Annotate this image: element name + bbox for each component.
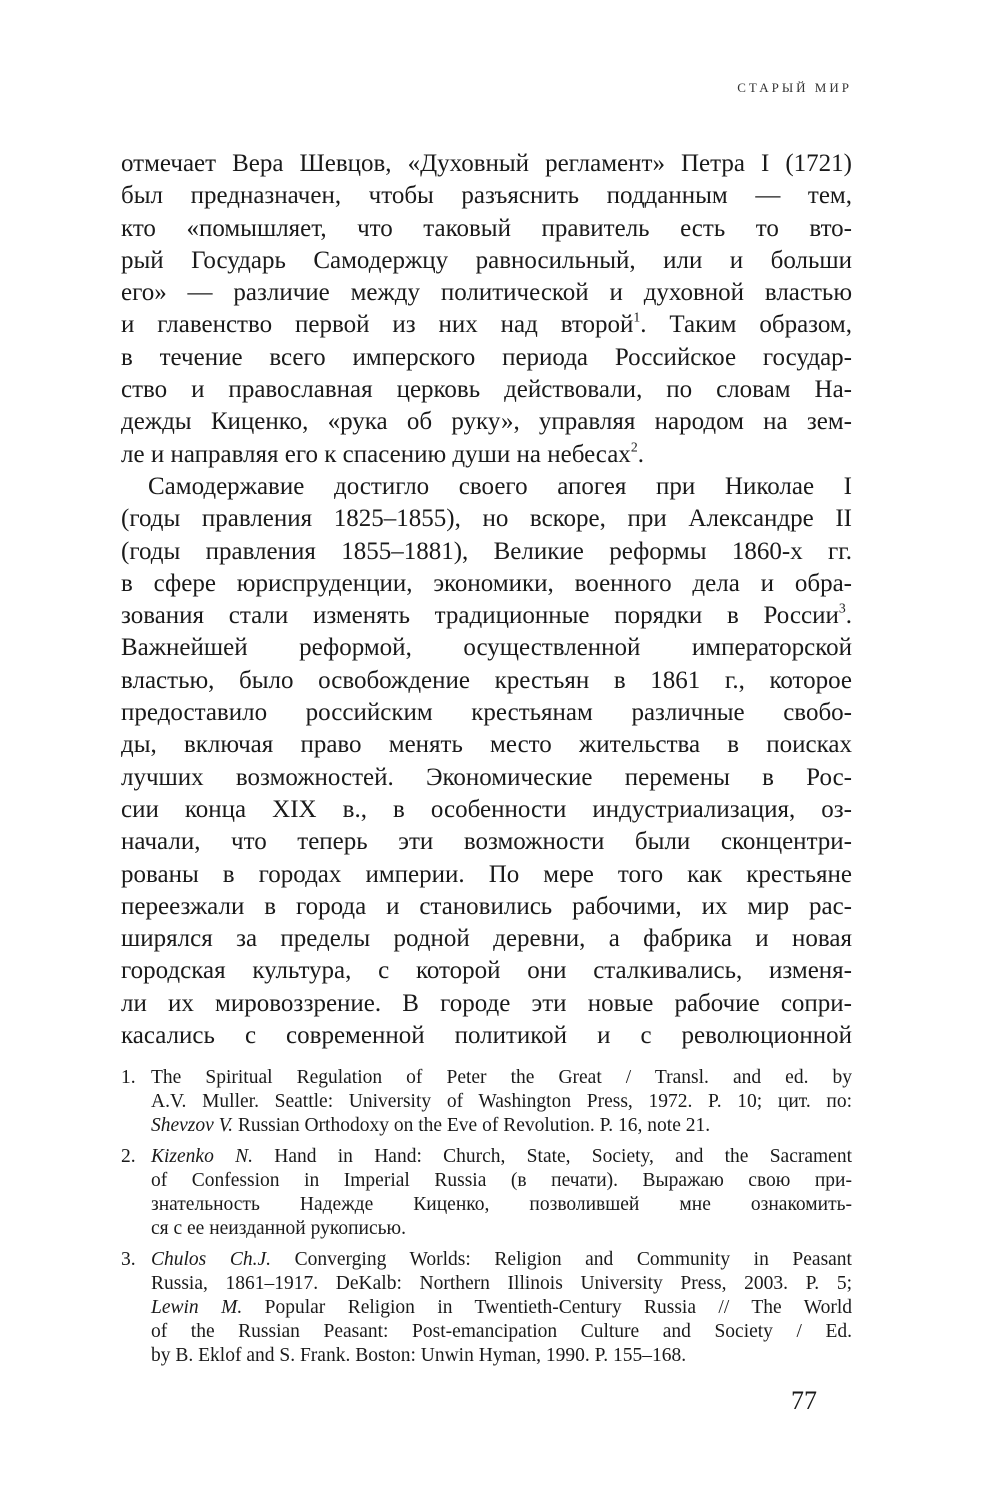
text-segment: зования стали изменять традиционные порядки в России	[121, 602, 839, 630]
footnote-line	[151, 1296, 852, 1320]
footnote-ref[interactable]: 2	[630, 439, 638, 455]
author-name: Lewin M.	[151, 1297, 243, 1318]
main-text	[121, 148, 852, 1052]
text-segment: . Таким образом,	[640, 311, 852, 339]
footnote-text: Popular Religion in Twentieth-Century Russia // The World	[242, 1297, 852, 1318]
text-line: переезжали в города и становились рабочими, их мир рас-	[121, 892, 852, 920]
text-line: в течение всего имперского периода Российское государ-	[121, 343, 852, 371]
footnote-line: A.V. Muller. Seattle: University of Washington Press, 1972. P. 10; цит. по:	[151, 1091, 852, 1112]
footnote-line: The Spiritual Regulation of Peter the Great / Transl. and ed. by	[151, 1067, 852, 1088]
text-line: ширялся за пределы родной деревни, а фабрика и новая	[121, 925, 852, 953]
footnote-3	[121, 1248, 852, 1368]
footnote-number: 3.	[121, 1249, 136, 1270]
footnote-text: Converging Worlds: Religion and Community in Peasant	[271, 1249, 852, 1270]
text-line: рый Государь Самодержцу равносильный, или и больши	[121, 246, 852, 274]
text-line: предоставило российским крестьянам различные свобо-	[121, 699, 852, 727]
text-line: городская культура, с которой они сталкивались, изменя-	[121, 957, 852, 985]
footnote-line: знательность Надежде Киценко, позволившей мне ознакомить-	[151, 1194, 852, 1215]
footnote-text: Hand in Hand: Church, State, Society, and the Sacrament	[252, 1146, 852, 1167]
footnote-number: 2.	[121, 1146, 136, 1167]
text-line: Важнейшей реформой, осуществленной императорской	[121, 634, 852, 662]
text-line: Самодержавие достигло своего апогея при Николае I	[148, 472, 852, 500]
text-line: начали, что теперь эти возможности были сконцентри-	[121, 828, 852, 856]
text-line: властью, было освобождение крестьян в 1861 г., которое	[121, 666, 852, 694]
text-segment: .	[845, 602, 852, 630]
footnote-line: of the Russian Peasant: Post-emancipation Culture and Society / Ed.	[151, 1321, 852, 1342]
text-line: касались с современной политикой и с революционной	[121, 1022, 852, 1050]
footnotes	[121, 1066, 852, 1375]
footnote-line: Russia, 1861–1917. DeKalb: Northern Illinois University Press, 2003. P. 5;	[151, 1273, 852, 1294]
footnote-line	[151, 1145, 852, 1169]
text-segment: ле и направляя его к спасению души на небесах	[121, 440, 631, 468]
footnote-text: Russian Orthodoxy on the Eve of Revolution. P. 16, note 21.	[232, 1115, 711, 1136]
author-name: Chulos Ch.J.	[151, 1249, 272, 1270]
text-segment: и главенство первой из них над второй	[121, 311, 634, 339]
text-line: его» — различие между политической и духовной властью	[121, 279, 852, 307]
footnote-line: by B. Eklof and S. Frank. Boston: Unwin Hyman, 1990. P. 155–168.	[151, 1345, 687, 1366]
text-line: ды, включая право менять место жительства в поисках	[121, 731, 852, 759]
footnote-line	[151, 1248, 852, 1272]
text-line	[121, 439, 852, 471]
text-line: дежды Киценко, «рука об руку», управляя народом на зем-	[121, 408, 852, 436]
footnote-2	[121, 1145, 852, 1241]
text-line: ли их мировоззрение. В городе эти новые рабочие сопри-	[121, 989, 852, 1017]
text-line: сии конца XIX в., в особенности индустриализация, оз-	[121, 795, 852, 823]
text-line: кто «помышляет, что таковый правитель есть то вто-	[121, 214, 852, 242]
text-line: рованы в городах империи. По мере того как крестьяне	[121, 860, 852, 888]
author-name: Kizenko N.	[151, 1146, 253, 1167]
footnote-line: ся с ее неизданной рукописью.	[151, 1218, 406, 1239]
paragraph-1	[121, 148, 852, 471]
text-line: ство и православная церковь действовали, по словам На-	[121, 376, 852, 404]
text-segment: .	[637, 440, 644, 468]
footnote-number: 1.	[121, 1067, 136, 1088]
text-line: в сфере юриспруденции, экономики, военного дела и обра-	[121, 569, 852, 597]
text-line: отмечает Вера Шевцов, «Духовный регламент» Петра I (1721)	[121, 150, 852, 177]
page-number: 77	[791, 1386, 817, 1415]
footnote-ref[interactable]: 3	[838, 600, 846, 616]
paragraph-2	[121, 471, 852, 1052]
text-line: (годы правления 1855–1881), Великие реформы 1860-х гг.	[121, 537, 852, 565]
text-line	[121, 600, 852, 632]
footnote-1	[121, 1066, 852, 1138]
footnote-line: of Confession in Imperial Russia (в печати). Выражаю свою при-	[151, 1170, 852, 1191]
footnote-ref[interactable]: 1	[633, 310, 641, 326]
text-line	[121, 309, 852, 341]
running-head: СТАРЫЙ МИР	[737, 80, 852, 95]
text-line: лучших возможностей. Экономические перемены в Рос-	[121, 763, 852, 791]
author-name: Shevzov V.	[151, 1115, 233, 1136]
text-line: был предназначен, чтобы разъяснить подданным — тем,	[121, 182, 852, 210]
footnote-line	[151, 1114, 852, 1138]
text-line: (годы правления 1825–1855), но вскоре, при Александре II	[121, 505, 852, 533]
